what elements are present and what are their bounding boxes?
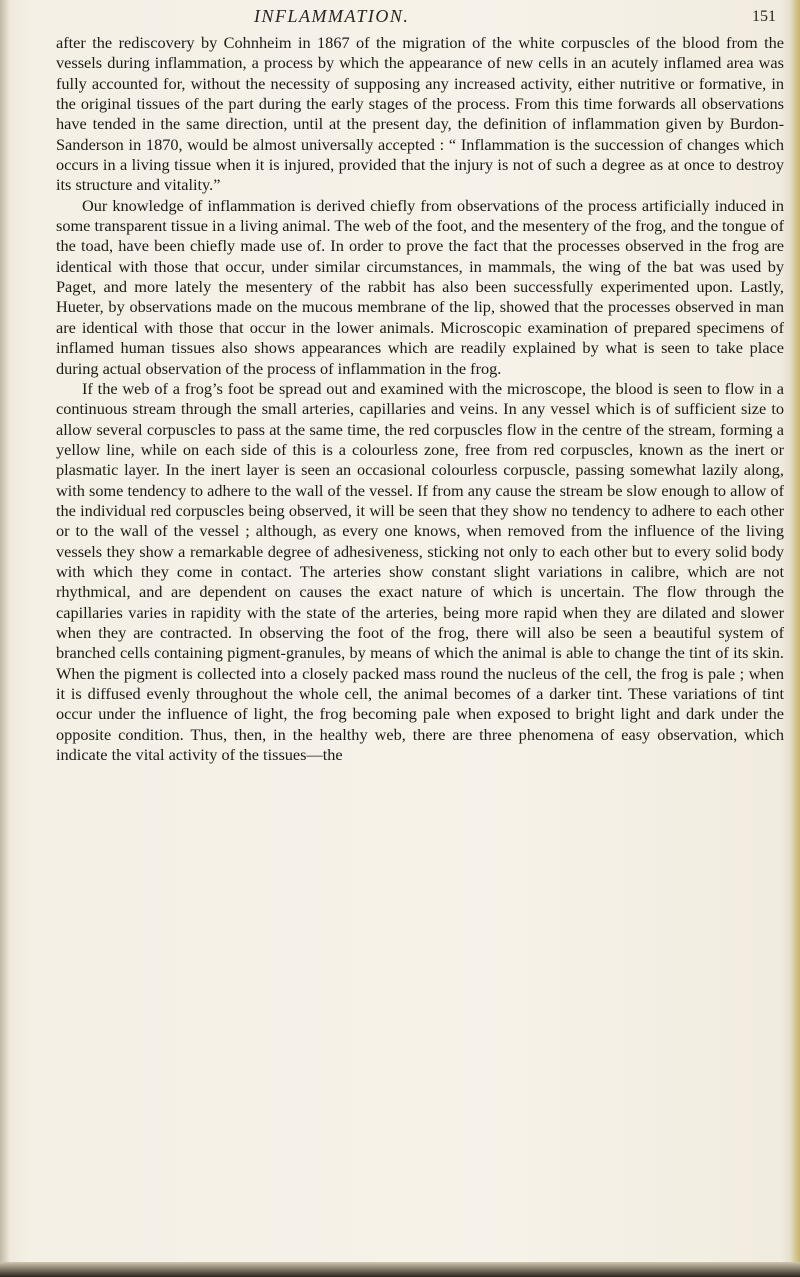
paragraph-continuation: after the rediscovery by Cohnheim in 1867 of the migration of the white corpuscles of the blood from the vessels during inflammation, a process by which the appearance of new cells in an acutely inflamed area was fully accounted for, without the necessity of supposing any increased activity, either nutritive or formative, in the original tissues of the part during the early stages of the process. From this time forwards all observations have tended in the same direction, until at the present day, the definition of inflammation given by Burdon-Sanderson in 1870, would be almost universally accepted : “ Inflammation is the succession of changes which occurs in a living tissue when it is injured, provided that the injury is not of such a degree as at once to destroy its structure and vitality.” <box>56 33 784 195</box>
paragraph-frog-web: If the web of a frog’s foot be spread out and examined with the microscope, the blood is seen to flow in a continuous stream through the small arteries, capillaries and veins. In any vessel which is of sufficient size to allow several corpuscles to pass at the same time, the red corpuscles flow in the centre of the stream, forming a yellow line, while on each side of this is a colourless zone, free from red corpuscles, known as the inert or plasmatic layer. In the inert layer is seen an occasional colourless corpuscle, passing somewhat lazily along, with some tendency to adhere to the wall of the vessel. If from any cause the stream be slow enough to allow of the individual red corpuscles being observed, it will be seen that they show no tendency to adhere to each other or to the wall of the vessel ; although, as every one knows, when removed from the influence of the living vessels they show a remarkable degree of adhesiveness, sticking not only to each other but to every solid body with which they come in contact. The arteries show constant slight variations in calibre, which are not rhythmical, and are dependent on causes the exact nature of which is uncertain. The flow through the capillaries varies in rapidity with the state of the arteries, being more rapid when they are dilated and slower when they are contracted. In observing the foot of the frog, there will also be seen a beautiful system of branched cells containing pigment-granules, by means of which the animal is able to change the tint of its skin. When the pigment is collected into a closely packed mass round the nucleus of the cell, the frog is pale ; when it is diffused evenly throughout the whole cell, the animal becomes of a darker tint. These variations of tint occur under the influence of light, the frog becoming pale when exposed to bright light and dark under the opposite condition. Thus, then, in the healthy web, there are three phenomena of easy observation, which indicate the vital activity of the tissues—the <box>56 378 784 765</box>
page-right-edge <box>790 0 800 1277</box>
spine-shadow <box>0 0 10 1277</box>
page-number: 151 <box>752 8 776 25</box>
body-text <box>56 33 784 765</box>
running-title: INFLAMMATION. <box>254 6 410 26</box>
page-bottom-edge <box>0 1262 800 1277</box>
paragraph-knowledge-of-inflammation: Our knowledge of inflammation is derived chiefly from observations of the process artificially induced in some transparent tissue in a living animal. The web of the foot, and the mesentery of the frog, and the tongue of the toad, have been chiefly made use of. In order to prove the fact that the processes observed in the frog are identical with those that occur, under similar circumstances, in mammals, the wing of the bat was used by Paget, and more lately the mesentery of the rabbit has also been successfully experimented upon. Lastly, Hueter, by observations made on the mucous membrane of the lip, showed that the processes observed in man are identical with those that occur in the lower animals. Microscopic examination of prepared specimens of inflamed human tissues also shows appearances which are readily explained by what is seen to take place during actual observation of the process of inflammation in the frog. <box>56 195 784 378</box>
